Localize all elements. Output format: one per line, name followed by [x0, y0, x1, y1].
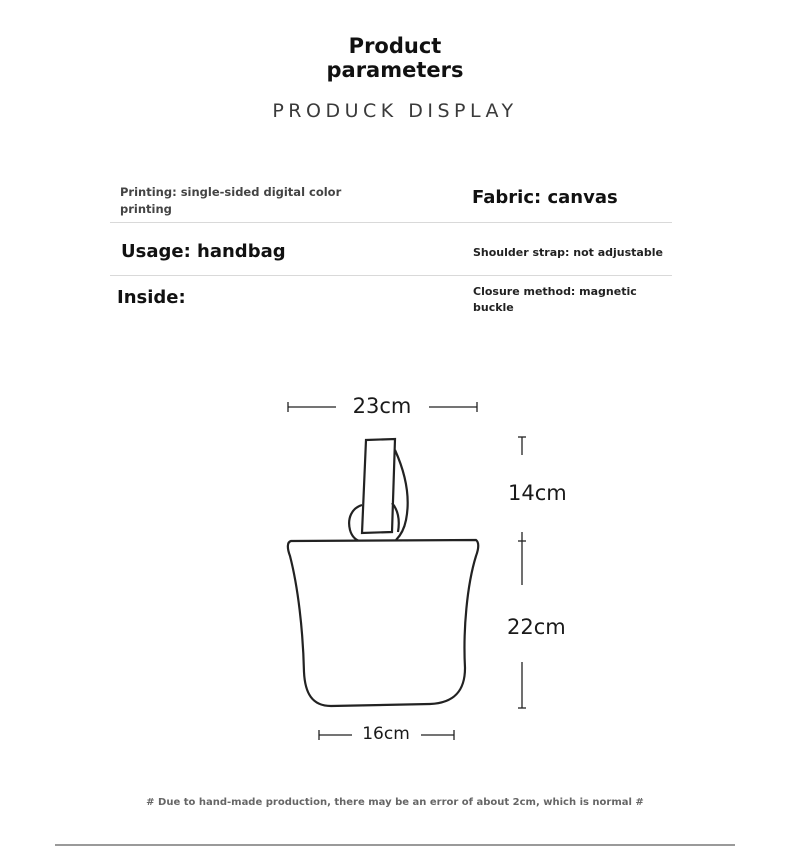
param-inside: Inside:	[117, 287, 186, 308]
param-shoulder-strap: Shoulder strap: not adjustable	[473, 246, 663, 259]
bag-handle	[349, 439, 408, 541]
footer-divider	[55, 844, 735, 846]
title-line-2: parameters	[326, 58, 464, 82]
width-bottom-label: 16cm	[362, 724, 410, 744]
param-printing: Printing: single-sided digital color printing	[120, 185, 342, 216]
body-height-label: 22cm	[507, 615, 566, 639]
bag-body	[288, 540, 478, 706]
param-fabric: Fabric: canvas	[472, 187, 618, 208]
title-line-1: Product	[348, 34, 442, 58]
handle-height-label: 14cm	[508, 481, 567, 505]
tolerance-note: # Due to hand-made production, there may be an error of about 2cm, which is normal #	[146, 797, 644, 808]
param-closure: Closure method: magnetic buckle	[473, 285, 637, 314]
width-top-label: 23cm	[352, 394, 412, 418]
param-usage: Usage: handbag	[121, 241, 286, 262]
page-subtitle: PRODUCK DISPLAY	[272, 100, 518, 122]
height-dimension-lines	[518, 437, 526, 708]
